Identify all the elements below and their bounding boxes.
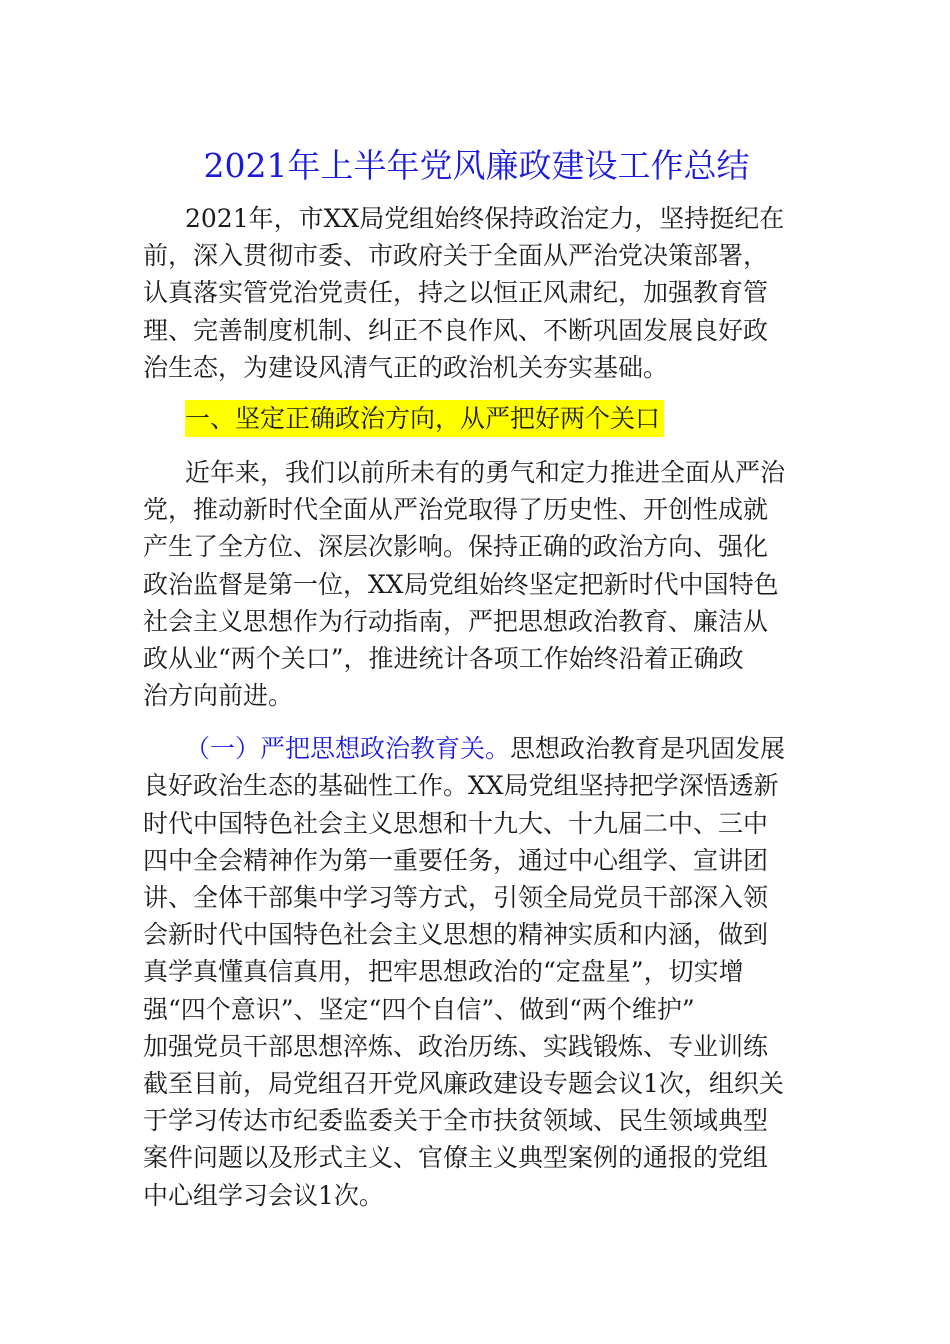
text-line: 良好政治生态的基础性工作。XX局党组坚持把学深悟透新 (143, 771, 779, 801)
text-line (143, 730, 810, 767)
text-line: 加强党员干部思想淬炼、政治历练、实践锻炼、专业训练 (143, 1031, 769, 1061)
text-line: 政治监督是第一位，XX局党组始终坚定把新时代中国特色 (143, 569, 779, 599)
subsection-first-line-text: 思想政治教育是巩固发展 (510, 734, 786, 764)
text-line: 治方向前进。 (143, 681, 294, 711)
text-line: 会新时代中国特色社会主义思想的精神实质和内涵，做到 (143, 920, 769, 950)
document-page (143, 138, 810, 1214)
subsection-heading: （一）严把思想政治教育关。 (185, 734, 511, 764)
text-line: 前，深入贯彻市委、市政府关于全面从严治党决策部署， (143, 241, 769, 271)
text-line: 截至目前，局党组召开党风廉政建设专题会议1次，组织关 (143, 1068, 784, 1098)
text-line: 认真落实管党治党责任，持之以恒正风肃纪，加强教育管 (143, 278, 769, 308)
text-line: 四中全会精神作为第一重要任务，通过中心组学、宣讲团 (143, 845, 769, 875)
text-line: 于学习传达市纪委监委关于全市扶贫领域、民生领域典型 (143, 1106, 769, 1136)
section1-paragraph (143, 454, 810, 714)
text-line: 政从业“两个关口”，推进统计各项工作始终沿着正确政 (143, 643, 744, 673)
text-line: 党，推动新时代全面从严治党取得了历史性、开创性成就 (143, 495, 769, 525)
text-line: 2021年，市XX局党组始终保持政治定力，坚持挺纪在 (185, 204, 785, 233)
text-line: 治生态，为建设风清气正的政治机关夯实基础。 (143, 352, 669, 382)
text-line: 社会主义思想作为行动指南，严把思想政治教育、廉洁从 (143, 606, 769, 636)
text-line: 案件问题以及形式主义、官僚主义典型案例的通报的党组 (143, 1143, 769, 1173)
intro-paragraph (143, 200, 810, 386)
highlighted-heading-text: 一、坚定正确政治方向，从严把好两个关口 (185, 400, 664, 437)
text-line: 理、完善制度机制、纠正不良作风、不断巩固发展良好政 (143, 315, 769, 345)
text-line: 近年来，我们以前所未有的勇气和定力推进全面从严治 (185, 457, 786, 487)
text-line: 讲、全体干部集中学习等方式，引领全局党员干部深入领 (143, 883, 769, 912)
document-title: 2021年上半年党风廉政建设工作总结 (203, 146, 750, 185)
text-line: 中心组学习会议1次。 (143, 1180, 384, 1210)
text-line: 真学真懂真信真用，把牢思想政治的“定盘星”，切实增 (143, 957, 744, 987)
section-heading-1 (143, 400, 810, 438)
subsection1-paragraph (143, 730, 810, 1213)
text-line: 产生了全方位、深层次影响。保持正确的政治方向、强化 (143, 532, 769, 562)
text-line: 时代中国特色社会主义思想和十九大、十九届二中、三中 (143, 808, 769, 838)
text-line: 强“四个意识”、坚定“四个自信”、做到“两个维护” (143, 994, 695, 1024)
